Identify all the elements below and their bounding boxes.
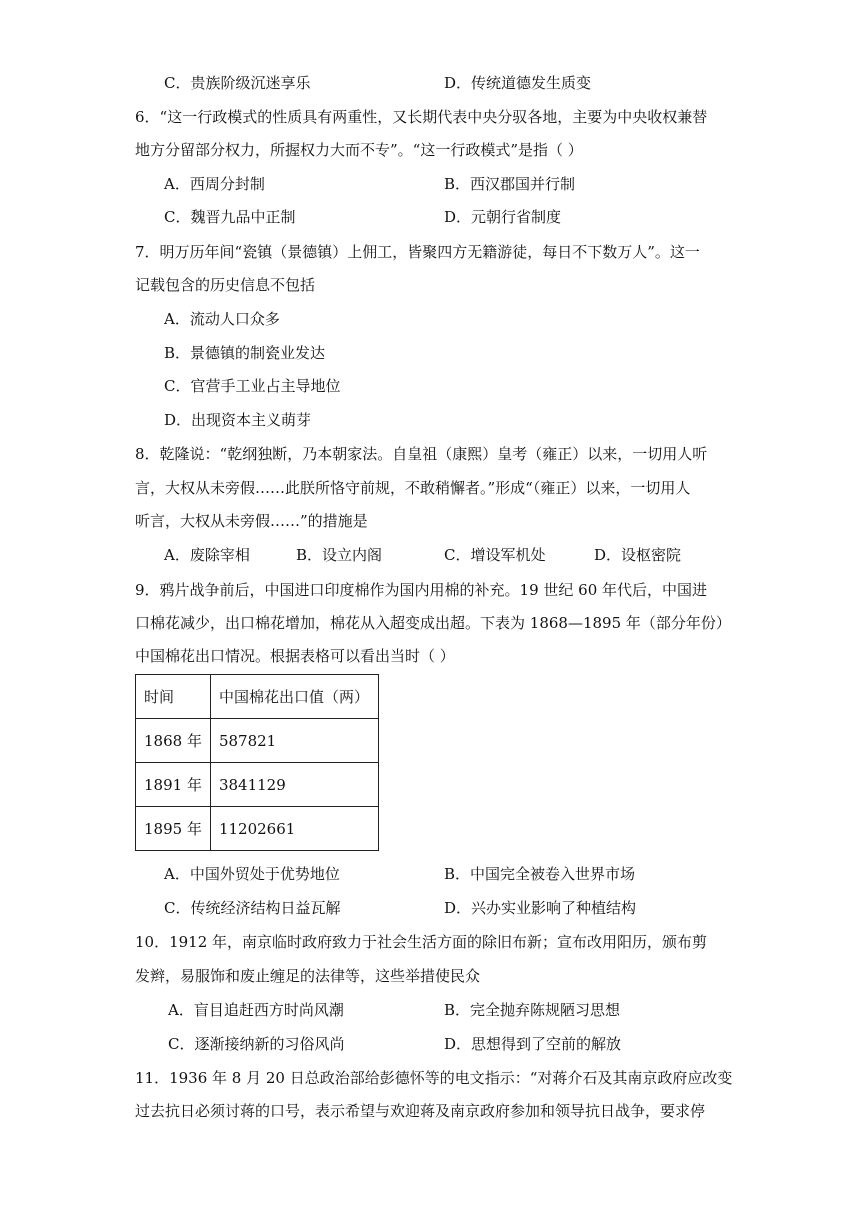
q8-option-a: A．废除宰相	[164, 546, 250, 564]
q7-stem-line1: 7．明万历年间“瓷镇（景德镇）上佣工，皆聚四方无籍游徒，每日不下数万人”。这一	[135, 243, 700, 261]
table-cell: 1895 年	[136, 807, 211, 851]
cotton-export-table	[135, 674, 379, 851]
q10-stem-line1: 10．1912 年，南京临时政府致力于社会生活方面的除旧布新；宣布改用阳历，颁布剪	[135, 933, 708, 951]
q6-stem-line2: 地方分留部分权力，所握权力大而不专”。“这一行政模式”是指（ ）	[135, 141, 583, 159]
table-row	[136, 719, 379, 763]
q8-stem-line1: 8．乾隆说：“乾纲独断，乃本朝家法。自皇祖（康熙）皇考（雍正）以来，一切用人听	[135, 445, 708, 463]
q9-option-b: B．中国完全被卷入世界市场	[444, 865, 636, 883]
q5-option-c: C．贵族阶级沉迷享乐	[164, 74, 311, 92]
q11-stem-line1: 11．1936 年 8 月 20 日总政治部给彭德怀等的电文指示：“对蒋介石及其南京政府应改变	[135, 1069, 733, 1087]
table-cell: 1868 年	[136, 719, 211, 763]
table-row	[136, 807, 379, 851]
q11-stem-line2: 过去抗日必须讨蒋的口号，表示希望与欢迎蒋及南京政府参加和领导抗日战争，要求停	[135, 1102, 706, 1120]
q7-option-c: C．官营手工业占主导地位	[164, 377, 341, 395]
q10-stem-line2: 发辫，易服饰和废止缠足的法律等，这些举措使民众	[135, 967, 481, 985]
table-cell: 1891 年	[136, 763, 211, 807]
q9-option-d: D．兴办实业影响了种植结构	[444, 899, 637, 917]
q7-option-a: A．流动人口众多	[164, 310, 280, 328]
q8-stem-line3: 听言，大权从未旁假……”的措施是	[135, 512, 368, 530]
q9-stem-line1: 9．鸦片战争前后，中国进口印度棉作为国内用棉的补充。19 世纪 60 年代后，中国进	[135, 581, 708, 599]
q5-option-d: D．传统道德发生质变	[444, 74, 592, 92]
table-cell: 587821	[210, 719, 378, 763]
q9-stem-line3: 中国棉花出口情况。根据表格可以看出当时（ ）	[135, 647, 455, 665]
q6-option-a: A．西周分封制	[164, 175, 265, 193]
q9-option-c: C．传统经济结构日益瓦解	[164, 899, 341, 917]
q6-option-c: C．魏晋九品中正制	[164, 208, 296, 226]
q7-option-b: B．景德镇的制瓷业发达	[164, 344, 326, 362]
q9-option-a: A．中国外贸处于优势地位	[164, 865, 340, 883]
q10-option-c: C．逐渐接纳新的习俗风尚	[168, 1035, 345, 1053]
q10-option-a: A．盲目追赶西方时尚风潮	[168, 1001, 344, 1019]
table-cell: 3841129	[210, 763, 378, 807]
q6-option-b: B．西汉郡国并行制	[444, 175, 576, 193]
q10-option-d: D．思想得到了空前的解放	[444, 1035, 622, 1053]
q6-option-d: D．元朝行省制度	[444, 208, 562, 226]
q7-option-d: D．出现资本主义萌芽	[164, 411, 312, 429]
table-header-cell: 中国棉花出口值（两）	[210, 675, 378, 719]
table-header-cell: 时间	[136, 675, 211, 719]
q8-option-b: B．设立内阁	[296, 546, 383, 564]
q8-option-c: C．增设军机处	[444, 546, 546, 564]
table-row	[136, 763, 379, 807]
q6-stem-line1: 6．“这一行政模式的性质具有两重性，又长期代表中央分驭各地，主要为中央收权兼替	[135, 108, 708, 126]
q7-stem-line2: 记载包含的历史信息不包括	[135, 276, 316, 294]
q10-option-b: B．完全抛弃陈规陋习思想	[444, 1001, 621, 1019]
q9-stem-line2: 口棉花减少，出口棉花增加，棉花从入超变成出超。下表为 1868—1895 年（部分年份）	[135, 614, 731, 632]
table-header-row	[136, 675, 379, 719]
q8-option-d: D．设枢密院	[594, 546, 682, 564]
table-cell: 11202661	[210, 807, 378, 851]
q8-stem-line2: 言，大权从未旁假……此朕所恪守前规，不敢稍懈者。”形成“（雍正）以来，一切用人	[135, 479, 691, 497]
